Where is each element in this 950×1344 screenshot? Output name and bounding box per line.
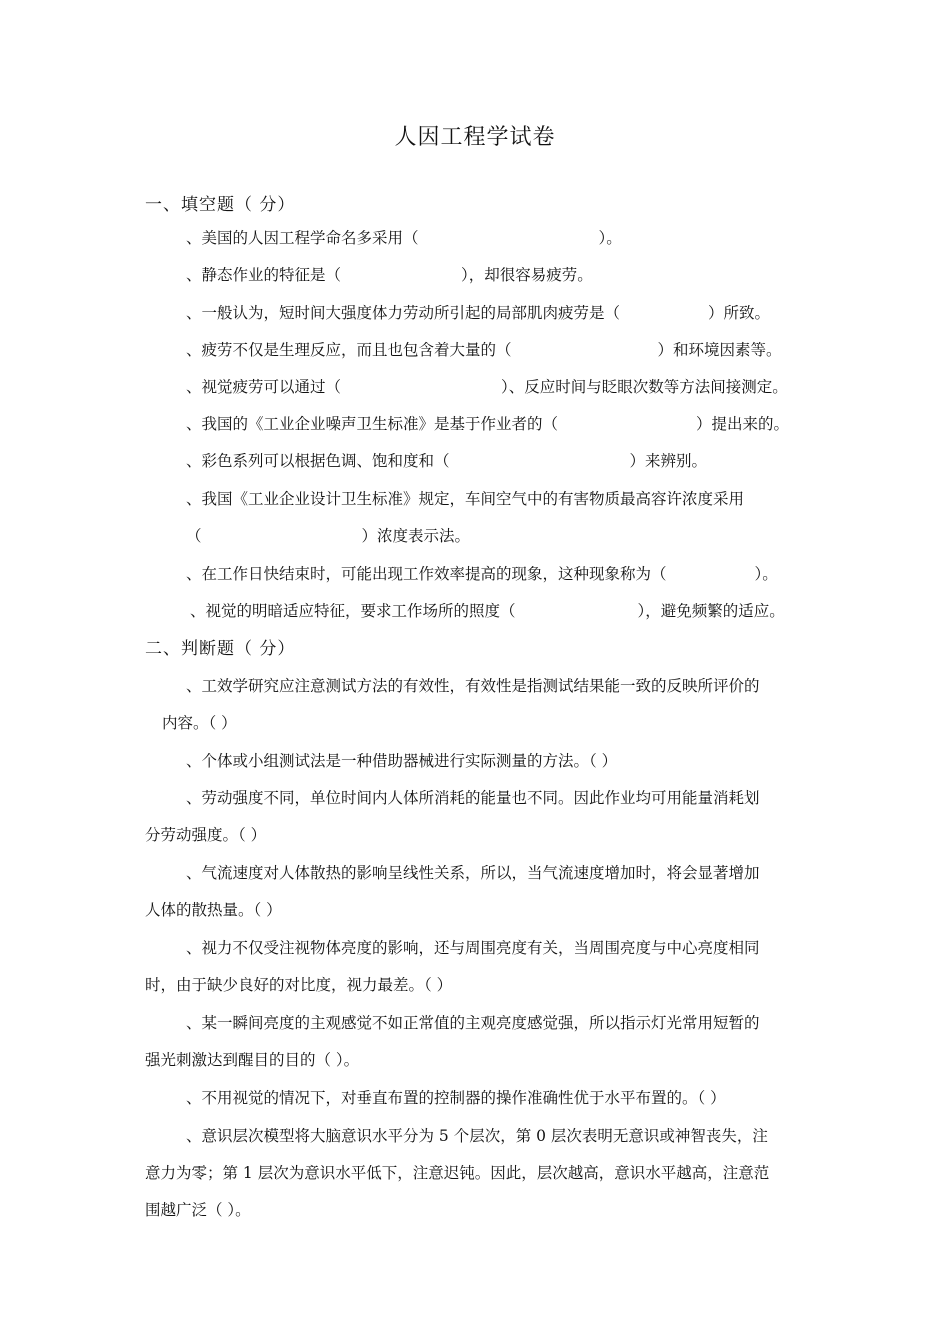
question-line [186, 263, 593, 285]
question-text: ）和环境因素等。 [657, 341, 782, 359]
question-text: 、气流速度对人体散热的影响呈线性关系，所以，当气流速度增加时，将会显著增加 [186, 864, 760, 882]
question-line [186, 338, 782, 360]
question-text: 、个体或小组测试法是一种借助器械进行实际测量的方法。（ ） [186, 752, 618, 770]
question-text: 、某一瞬间亮度的主观感觉不如正常值的主观亮度感觉强，所以指示灯光常用短暂的 [186, 1014, 760, 1032]
question-text: ），避免频繁的适应。 [637, 602, 785, 620]
question-text: 、美国的人因工程学命名多采用（ [186, 229, 419, 247]
question-text: ）提出来的。 [696, 415, 790, 433]
question-text: 人体的散热量。（ ） [145, 901, 282, 919]
question-text: ）。 [754, 565, 778, 583]
question-text: 、不用视觉的情况下，对垂直布置的控制器的操作准确性优于水平布置的。（ ） [186, 1089, 726, 1107]
question-text: 、疲劳不仅是生理反应，而且也包含着大量的（ [186, 341, 512, 359]
question-line [186, 936, 760, 958]
question-line [186, 749, 617, 771]
question-line [145, 823, 266, 845]
question-line [186, 524, 470, 546]
question-line [145, 973, 452, 995]
question-text: 、劳动强度不同，单位时间内人体所消耗的能量也不同。因此作业均可用能量消耗划 [186, 789, 760, 807]
question-text: 强光刺激达到醒目的目的（ ）。 [145, 1051, 360, 1069]
question-text: 意力为零；第 1 层次为意识水平低下，注意迟钝。因此，层次越高，意识水平越高，注意范 [145, 1164, 770, 1182]
question-line [145, 1048, 359, 1070]
section-heading-fill-blank: 一、填空题（ 分） [145, 195, 296, 215]
question-line [145, 1198, 251, 1220]
question-line [186, 674, 760, 696]
question-text: 、静态作业的特征是（ [186, 266, 342, 284]
question-line [190, 599, 785, 621]
question-line [186, 412, 789, 434]
question-text: 、视力不仅受注视物体亮度的影响，还与周围亮度有关，当周围亮度与中心亮度相同 [186, 939, 760, 957]
question-text: 、意识层次模型将大脑意识水平分为 5 个层次，第 0 层次表明无意识或神智丧失，注 [186, 1127, 768, 1145]
question-text: ）浓度表示法。 [361, 527, 471, 545]
question-line [145, 1161, 769, 1183]
question-text: 、彩色系列可以根据色调、饱和度和（ [186, 452, 450, 470]
question-text: 、视觉的明暗适应特征，要求工作场所的照度（ [190, 602, 516, 620]
question-line [186, 562, 778, 584]
question-line [186, 861, 760, 883]
question-line [186, 1011, 760, 1033]
question-line [162, 711, 237, 733]
question-text: 、一般认为，短时间大强度体力劳动所引起的局部肌肉疲劳是（ [186, 304, 621, 322]
section-heading-true-false: 二、判断题（ 分） [145, 639, 296, 659]
question-text: 时，由于缺少良好的对比度，视力最差。（ ） [145, 976, 453, 994]
question-line [186, 786, 760, 808]
question-text: ），却很容易疲劳。 [461, 266, 593, 284]
question-line [186, 301, 770, 323]
question-text: 、我国《工业企业设计卫生标准》规定，车间空气中的有害物质最高容许浓度采用 [186, 490, 745, 508]
question-text: ）。 [598, 229, 622, 247]
question-text: ）、反应时间与眨眼次数等方法间接测定。 [501, 378, 788, 396]
question-text: 、视觉疲劳可以通过（ [186, 378, 342, 396]
question-text: （ [186, 527, 202, 545]
question-line [186, 487, 744, 509]
question-text: ）所致。 [708, 304, 771, 322]
question-text: 、在工作日快结束时，可能出现工作效率提高的现象，这种现象称为（ [186, 565, 667, 583]
question-text: 分劳动强度。（ ） [145, 826, 267, 844]
question-text: 围越广泛（ ）。 [145, 1201, 251, 1219]
question-line [145, 898, 282, 920]
question-text: 内容。（ ） [162, 714, 237, 732]
question-text: 、我国的《工业企业噪声卫生标准》是基于作业者的（ [186, 415, 559, 433]
question-text: ）来辨别。 [629, 452, 708, 470]
question-text: 、工效学研究应注意测试方法的有效性，有效性是指测试结果能一致的反映所评价的 [186, 677, 760, 695]
page-title: 人因工程学试卷 [394, 125, 556, 150]
question-line [186, 449, 707, 471]
question-line [186, 226, 622, 248]
question-line [186, 1086, 726, 1108]
question-line [186, 375, 788, 397]
question-line [186, 1124, 768, 1146]
